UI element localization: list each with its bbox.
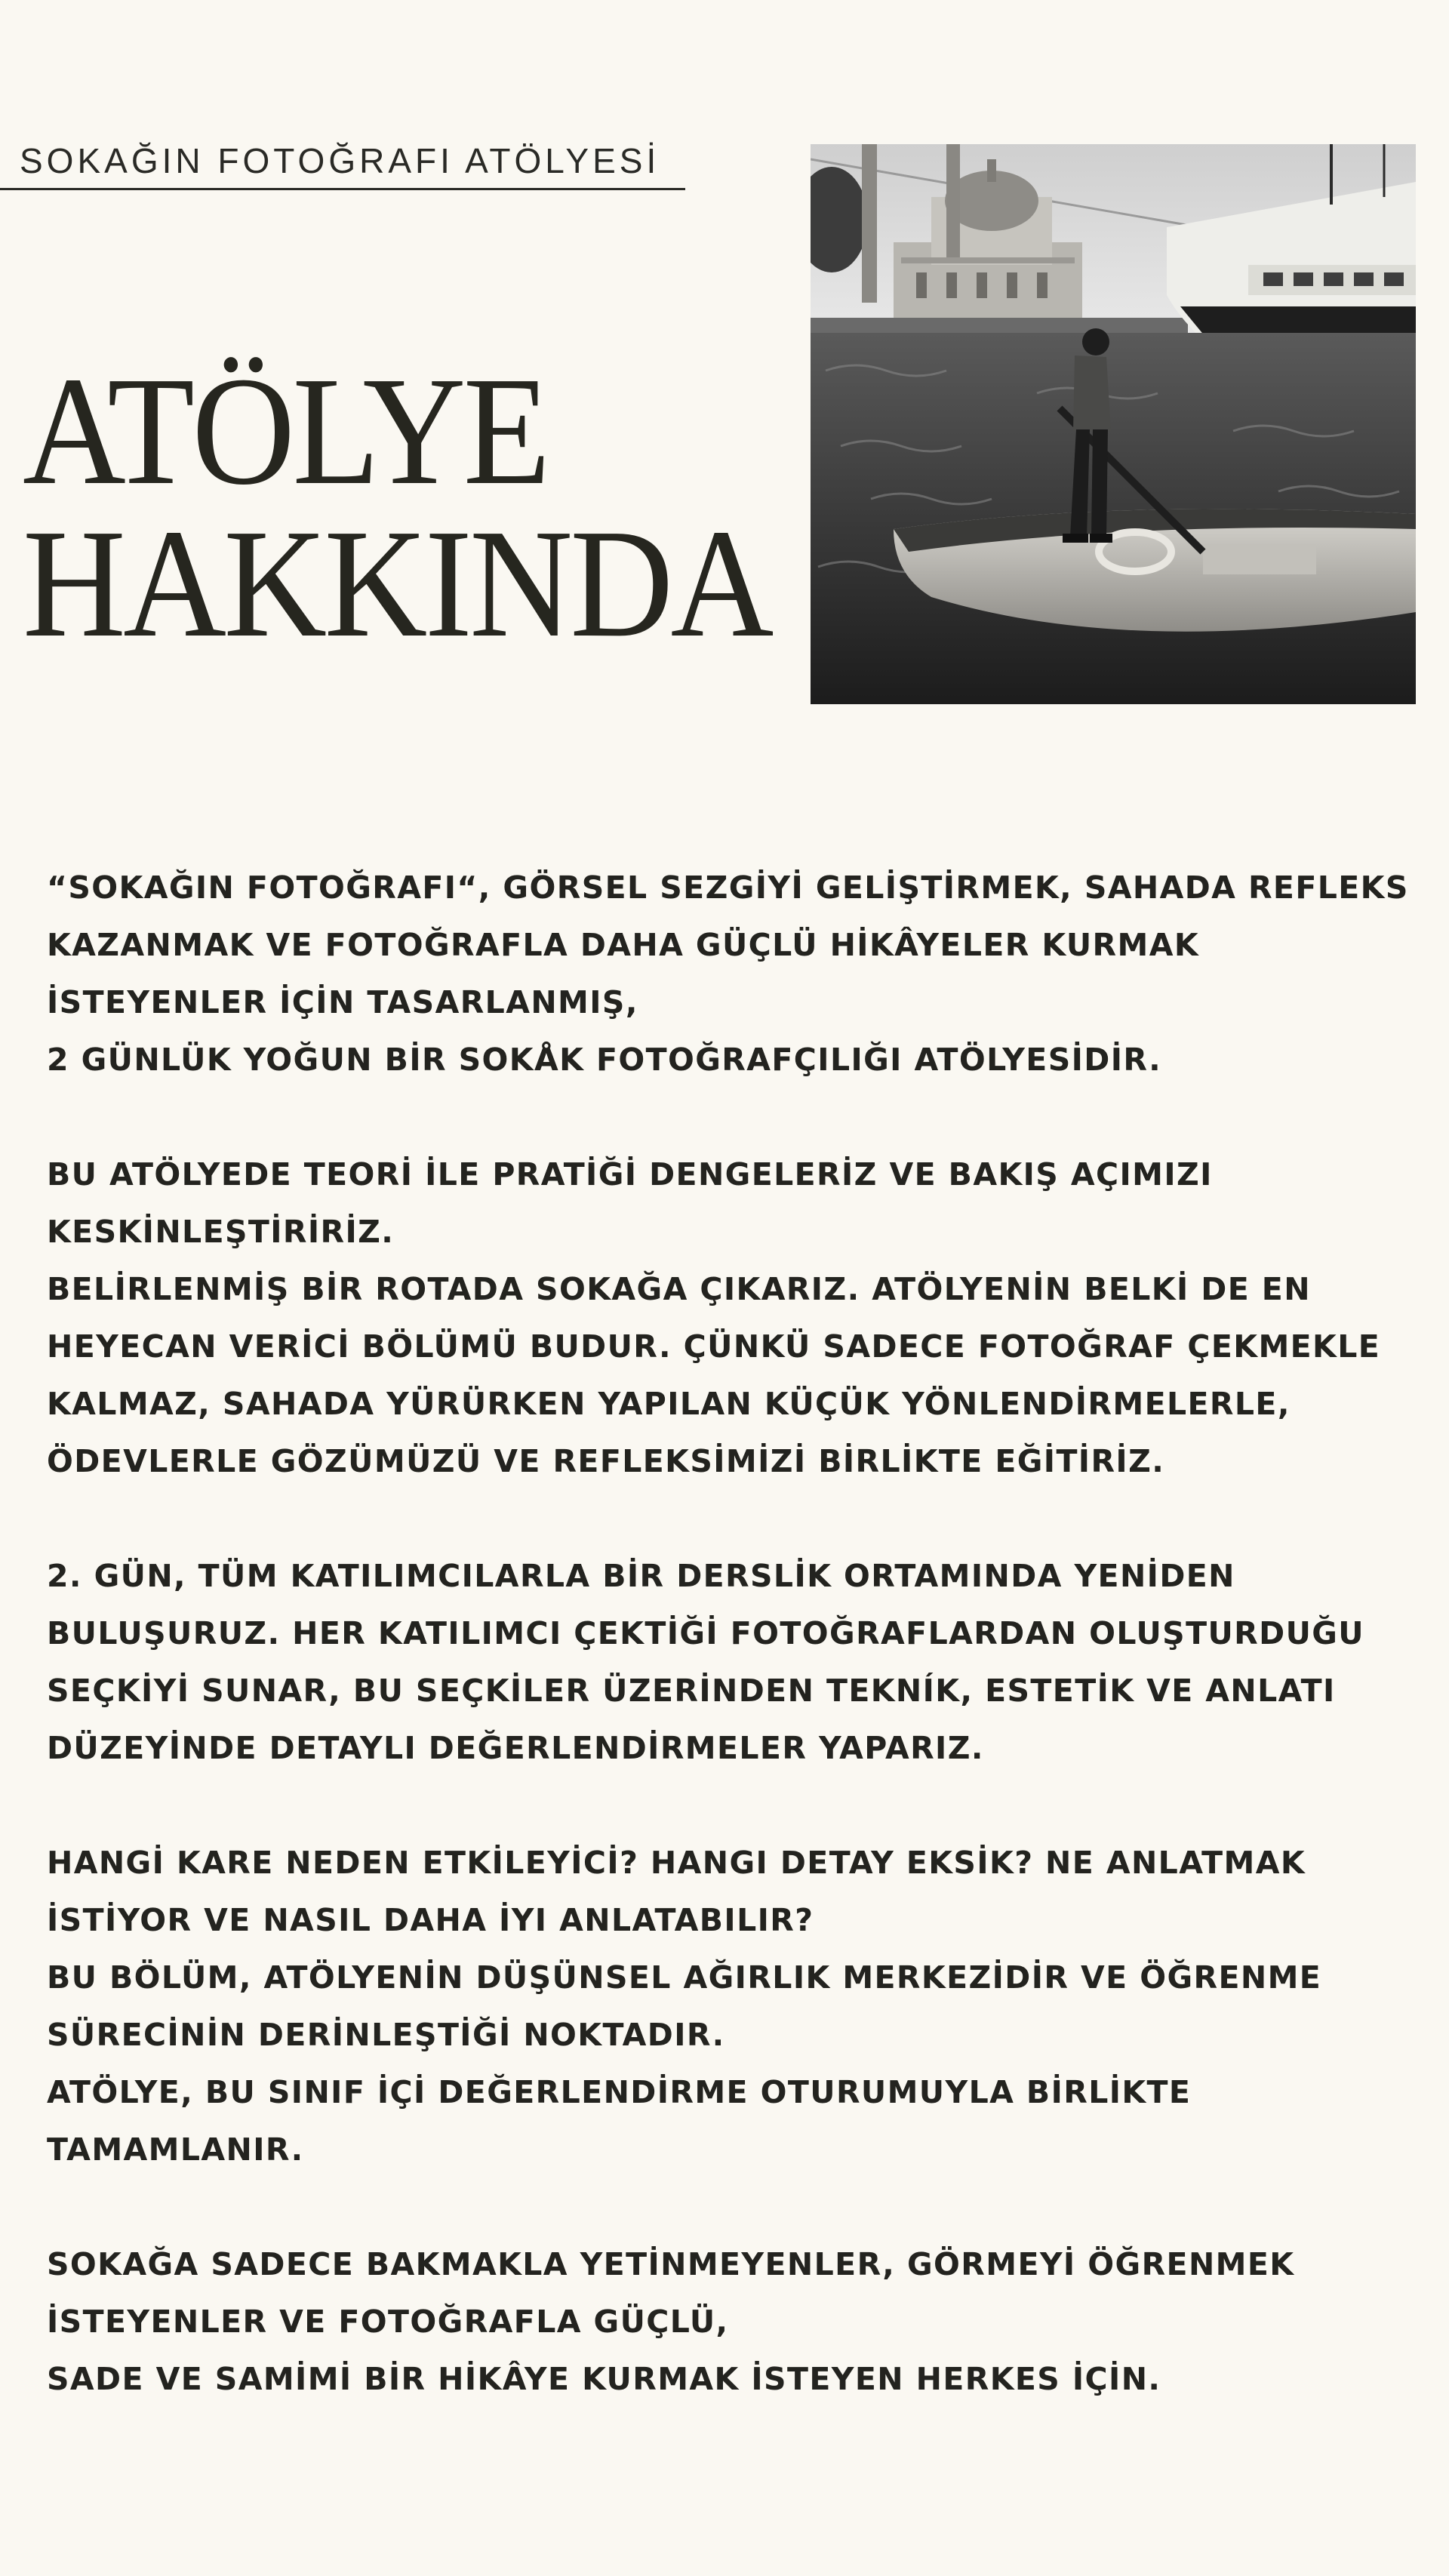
text-line: SOKAĞA SADECE BAKMAKLA YETİNMEYENLER, GÖRMEYİ ÖĞRENMEK	[47, 2246, 1295, 2282]
about-body	[47, 859, 1409, 2408]
text-line: HEYECAN VERİCİ BÖLÜMÜ BUDUR. ÇÜNKÜ SADECE FOTOĞRAF ÇEKMEKLE	[47, 1328, 1381, 1365]
text-line: SADE VE SAMİMİ BİR HİKÂYE KURMAK İSTEYEN HERKES İÇİN.	[47, 2361, 1161, 2397]
title-line: HAKKINDA	[23, 497, 771, 669]
title-line: ATÖLYE	[23, 344, 548, 517]
text-line: BU ATÖLYEDE TEORİ İLE PRATİĞİ DENGELERİZ VE BAKIŞ AÇIMIZI	[47, 1156, 1213, 1193]
paragraph-questions	[47, 1834, 1405, 2178]
text-line: BU BÖLÜM, ATÖLYENİN DÜŞÜNSEL AĞIRLIK MERKEZİDİR VE ÖĞRENME	[47, 1959, 1322, 1996]
text-line: BULUŞURUZ. HER KATILIMCI ÇEKTİĞİ FOTOĞRAFLARDAN OLUŞTURDUĞU	[47, 1615, 1365, 1651]
text-line: BELİRLENMİŞ BİR ROTADA SOKAĞA ÇIKARIZ. ATÖLYENİN BELKİ DE EN	[47, 1271, 1311, 1307]
hero-photo-illustration	[811, 144, 1416, 704]
text-line: TAMAMLANIR.	[47, 2131, 304, 2168]
paragraph-intro	[47, 859, 1409, 1088]
eyebrow-label: SOKAĞIN FOTOĞRAFI ATÖLYESİ	[20, 141, 660, 180]
text-line: 2. GÜN, TÜM KATILIMCILARLA BİR DERSLİK ORTAMINDA YENİDEN	[47, 1558, 1235, 1594]
text-line: KESKİNLEŞTİRİRİZ.	[47, 1214, 395, 1250]
page-title	[23, 344, 771, 669]
text-line: İSTEYENLER VE FOTOĞRAFLA GÜÇLÜ,	[47, 2304, 729, 2340]
paragraph-day-two	[47, 1547, 1405, 1777]
text-line: 2 GÜNLÜK YOĞUN BİR SOKÅK FOTOĞRAFÇILIĞI ATÖLYESİDİR.	[47, 1042, 1162, 1078]
text-line: ATÖLYE, BU SINIF İÇİ DEĞERLENDİRME OTURUMUYLA BİRLİKTE	[47, 2074, 1192, 2110]
hero-photo	[811, 144, 1416, 704]
text-line: ÖDEVLERLE GÖZÜMÜZÜ VE REFLEKSİMİZİ BİRLİKTE EĞİTİRİZ.	[47, 1443, 1165, 1479]
text-line: DÜZEYİNDE DETAYLI DEĞERLENDİRMELER YAPARIZ.	[47, 1730, 984, 1766]
text-line: KALMAZ, SAHADA YÜRÜRKEN YAPILAN KÜÇÜK YÖNLENDİRMELERLE,	[47, 1386, 1291, 1422]
text-line: KAZANMAK VE FOTOĞRAFLA DAHA GÜÇLÜ HİKÂYELER KURMAK	[47, 927, 1200, 963]
text-line: “SOKAĞIN FOTOĞRAFI“, GÖRSEL SEZGİYİ GELİŞTİRMEK, SAHADA REFLEKS	[47, 869, 1409, 906]
paragraph-audience	[47, 2236, 1405, 2408]
text-line: SEÇKİYİ SUNAR, BU SEÇKİLER ÜZERİNDEN TEKNÍK, ESTETİK VE ANLATI	[47, 1673, 1336, 1709]
paragraph-day-one	[47, 1146, 1405, 1490]
text-line: İSTİYOR VE NASIL DAHA İYI ANLATABILIR?	[47, 1902, 814, 1938]
text-line: SÜRECİNİN DERİNLEŞTİĞİ NOKTADIR.	[47, 2017, 725, 2053]
eyebrow-underline	[0, 188, 685, 190]
text-line: İSTEYENLER İÇİN TASARLANMIŞ,	[47, 984, 638, 1020]
text-line: HANGİ KARE NEDEN ETKİLEYİCİ? HANGI DETAY EKSİK? NE ANLATMAK	[47, 1845, 1306, 1881]
